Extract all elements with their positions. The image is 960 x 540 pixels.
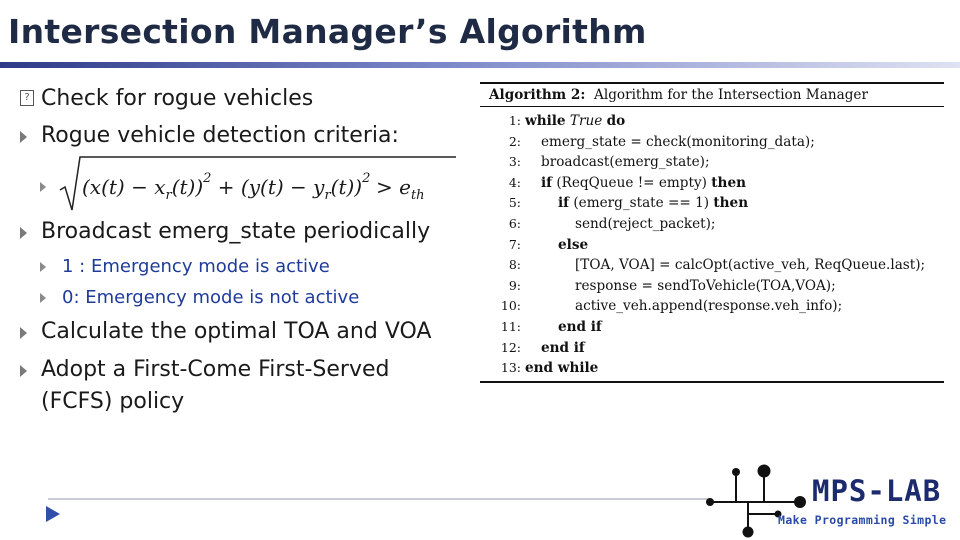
bullet-arrow-icon <box>40 293 46 303</box>
algo-line: 7: else <box>508 236 589 253</box>
logo-title: MPS-LAB <box>812 474 942 508</box>
bullet-arrow-icon <box>20 365 27 377</box>
algo-line: 6: send(reject_packet); <box>508 215 716 232</box>
algo-line: 9: response = sendToVehicle(TOA,VOA); <box>508 277 836 294</box>
bullet-arrow-icon <box>40 262 46 272</box>
algo-bottom-rule <box>480 381 944 383</box>
bullet-arrow-icon <box>20 131 27 143</box>
play-arrow-icon <box>46 506 60 522</box>
bullet-arrow-icon <box>20 227 27 239</box>
rogue-detection-formula <box>58 152 458 214</box>
formula-left: $(x(t) - x_r(t))^2 + (y(t) - y_r(t))^2$ <box>82 171 371 203</box>
algo-lines <box>480 107 944 379</box>
algo-caption: Algorithm 2: Algorithm for the Intersection Manager <box>489 87 868 103</box>
logo-subtitle: Make Programming Simple <box>778 513 947 527</box>
algo-line: 13: end while <box>500 360 599 377</box>
formula-right: > $e_{th}$ <box>376 175 425 203</box>
bullet-arrow-icon <box>40 182 46 192</box>
algo-line: 4: if (ReqQueue != empty) then <box>508 174 746 191</box>
algo-line: 5: if (emerg_state == 1) then <box>508 195 749 212</box>
footer-divider <box>48 498 708 500</box>
missing-glyph-icon: ? <box>20 90 34 106</box>
slide-title: Intersection Manager’s Algorithm <box>8 12 647 51</box>
algo-line: 10: active_veh.append(response.veh_info); <box>500 298 843 315</box>
algo-line: 11: end if <box>500 318 602 335</box>
algo-line: 1: while True do <box>508 113 626 129</box>
algo-line: 2: emerg_state = check(monitoring_data); <box>508 133 815 150</box>
algo-line: 12: end if <box>500 339 585 356</box>
title-underline <box>0 62 960 68</box>
algo-line: 8: [TOA, VOA] = calcOpt(active_veh, ReqQueue.last); <box>508 257 926 274</box>
algo-line: 3: broadcast(emerg_state); <box>508 154 710 171</box>
bullet-arrow-icon <box>20 327 27 339</box>
algorithm-box <box>480 82 944 383</box>
